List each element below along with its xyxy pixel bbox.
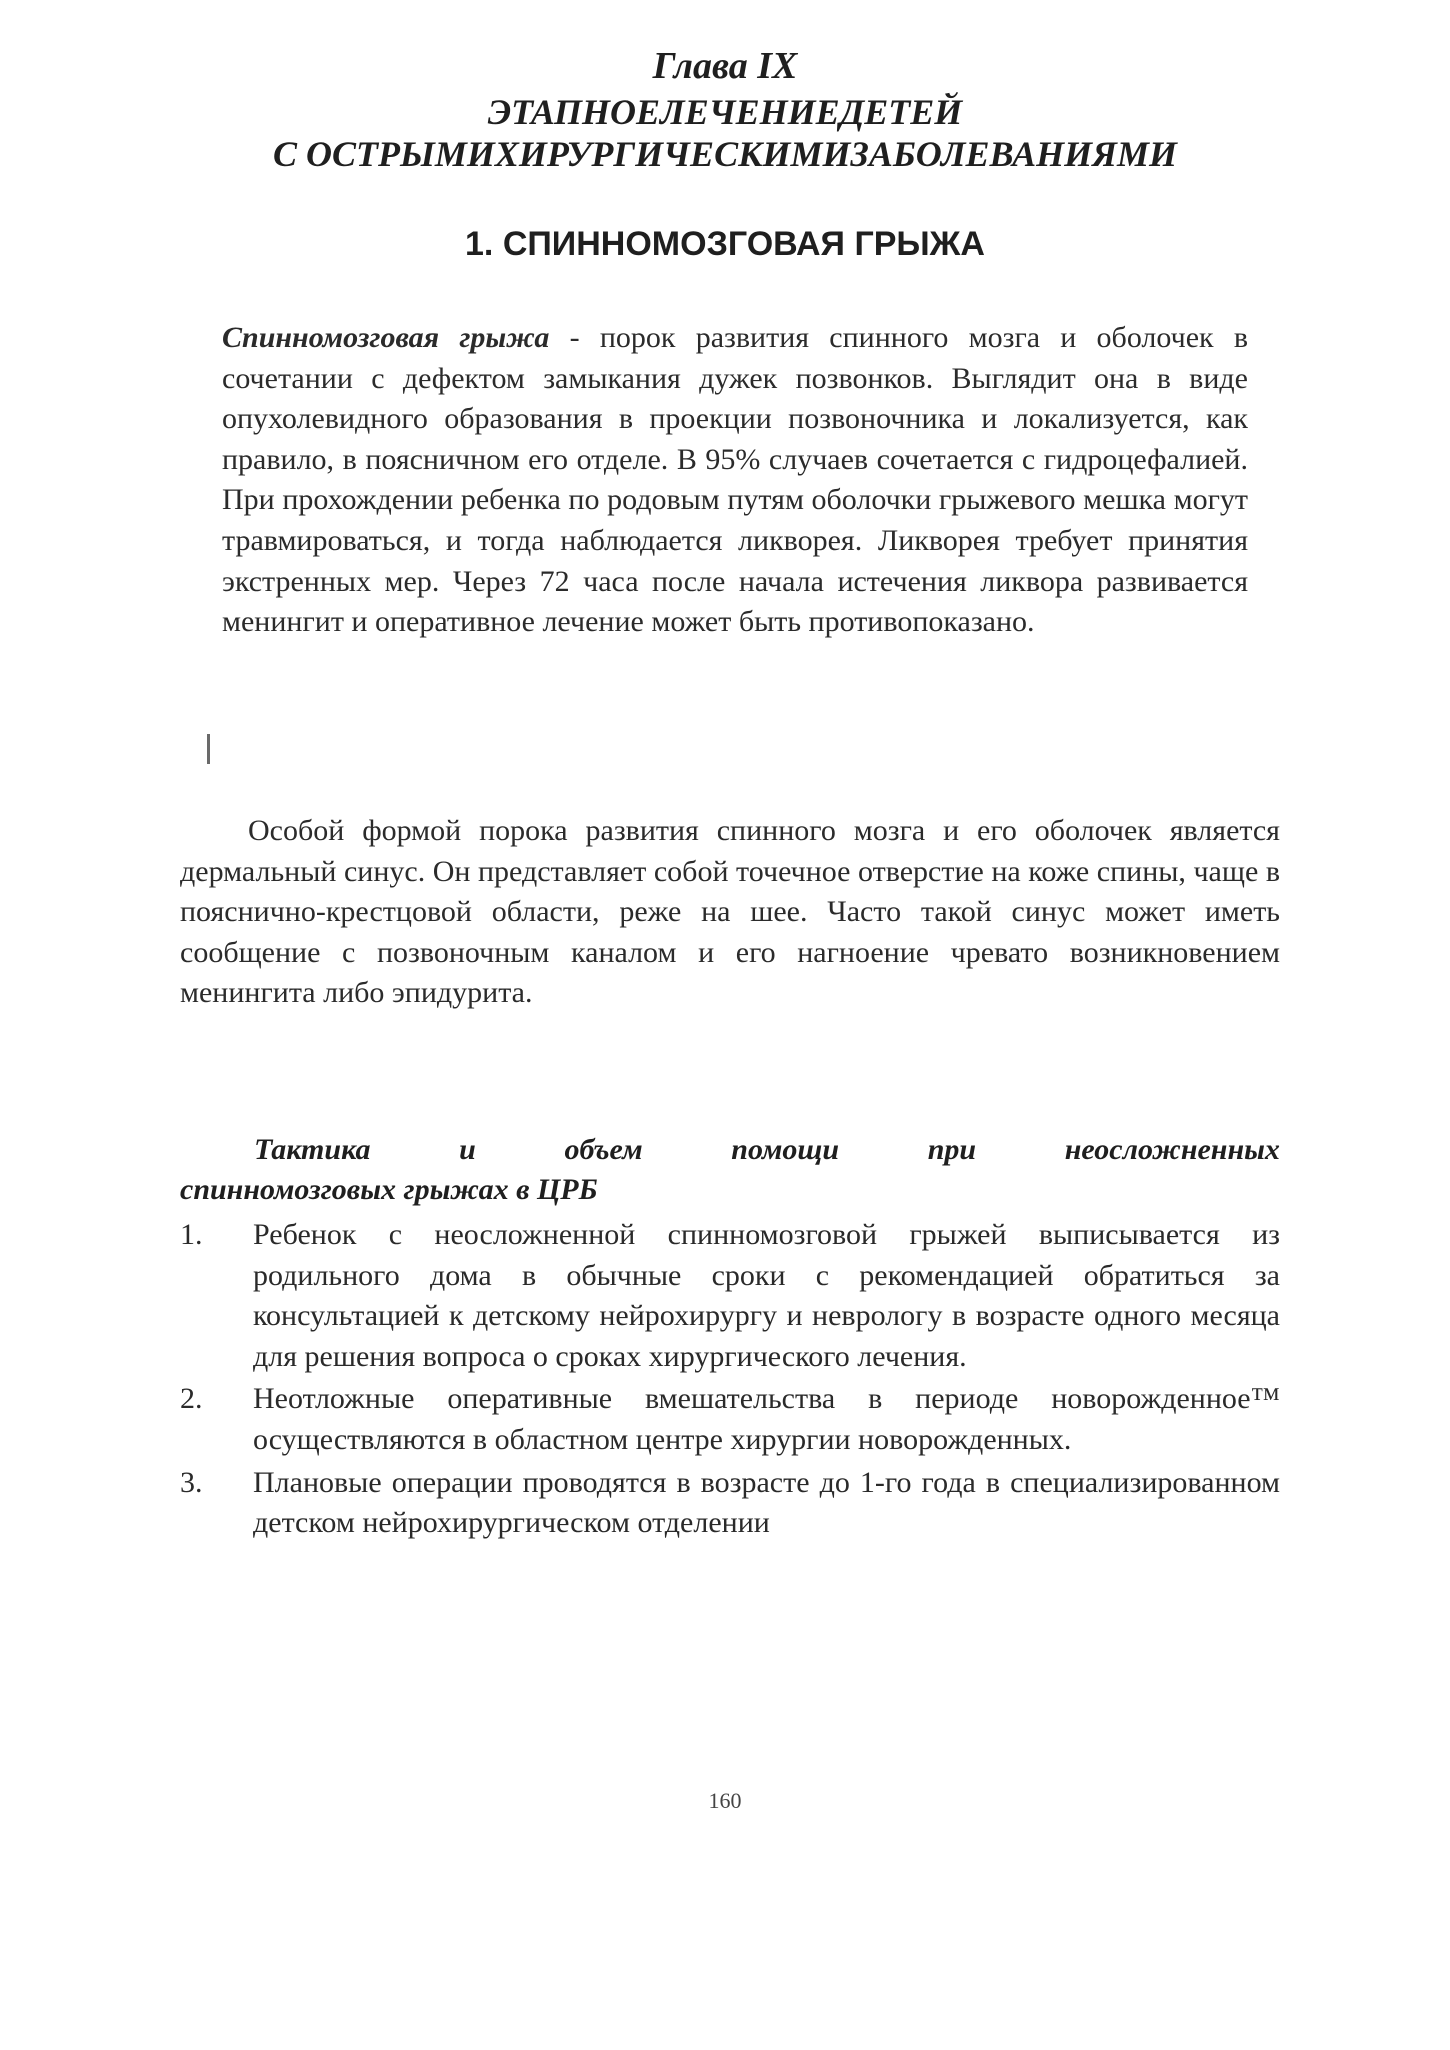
list-item-text: Плановые операции проводятся в возрасте до 1-го года в специализированном детском нейрохирургическом отделении — [253, 1465, 1280, 1540]
tactics-heading-word: неосложненных — [1064, 1133, 1280, 1166]
list-item — [180, 1463, 1280, 1544]
chapter-label: Глава IX — [652, 45, 798, 87]
numbered-list — [180, 1215, 1280, 1546]
tactics-heading-word: и — [459, 1133, 476, 1166]
tactics-heading-word: Тактика — [254, 1133, 371, 1166]
list-item-number: 1. — [180, 1218, 203, 1251]
tactics-heading-word: помощи — [731, 1133, 840, 1166]
paragraph-dermal-sinus: Особой формой порока развития спинного мозга и его оболочек является дермальный синус. Он представляет собой точечное отверстие на коже спины, чаще в пояснично-крестцовой области, реже на шее. Часто такой синус может иметь сообщение с позвоночным каналом и его нагноение чревато возникновением менингита либо эпидурита. — [180, 814, 1280, 1010]
chapter-title-line-2: С ОСТРЫМИХИРУРГИЧЕСКИМИЗАБОЛЕВАНИЯМИ — [272, 134, 1177, 174]
list-item-text: Ребенок с неосложненной спинномозговой грыжей выписывается из родильного дома в обычные сроки с рекомендацией обратиться за консультацией к детскому нейрохирургу и неврологу в возрасте одного месяца для решения вопроса о сроках хирургического лечения. — [253, 1218, 1280, 1373]
paragraph-1-text: - порок развития спинного мозга и оболочек в сочетании с дефектом замыкания дужек позвонков. Выглядит она в виде опухолевидного образования в проекции позвоночника и локализуется, как правило, в поясничном его отделе. В 95% случаев сочетается с гидроцефалией. При прохождении ребенка по родовым путям оболочки грыжевого мешка могут травмироваться, и тогда наблюдается ликворея. Ликворея требует принятия экстренных мер. Через 72 часа после начала истечения ликвора развивается менингит и оперативное лечение может быть противопоказано. — [222, 321, 1248, 639]
tactics-heading-word: при — [927, 1133, 977, 1166]
list-item-number: 2. — [180, 1382, 203, 1416]
list-item — [180, 1215, 1280, 1377]
tactics-heading — [180, 1130, 1280, 1210]
list-item-number: 3. — [180, 1465, 203, 1499]
chapter-title-line-1: ЭТАПНОЕЛЕЧЕНИЕДЕТЕЙ — [487, 92, 963, 132]
list-item — [180, 1379, 1280, 1460]
defined-term: Спинномозговая грыжа — [222, 321, 550, 354]
tactics-heading-line-1 — [180, 1130, 1280, 1170]
list-item-text: Неотложные оперативные вмешательства в периоде новорожденное™ осуществляются в областном центре хирургии новорожденных. — [253, 1382, 1280, 1456]
paragraph-spina-bifida-definition — [222, 318, 1248, 643]
scan-edge-mark — [207, 734, 210, 764]
tactics-heading-word: объем — [564, 1133, 643, 1166]
page-number: 160 — [708, 1788, 742, 1813]
tactics-heading-line-2: спинномозговых грыжах в ЦРБ — [180, 1173, 598, 1206]
section-heading: 1. СПИННОМОЗГОВАЯ ГРЫЖА — [465, 225, 985, 263]
